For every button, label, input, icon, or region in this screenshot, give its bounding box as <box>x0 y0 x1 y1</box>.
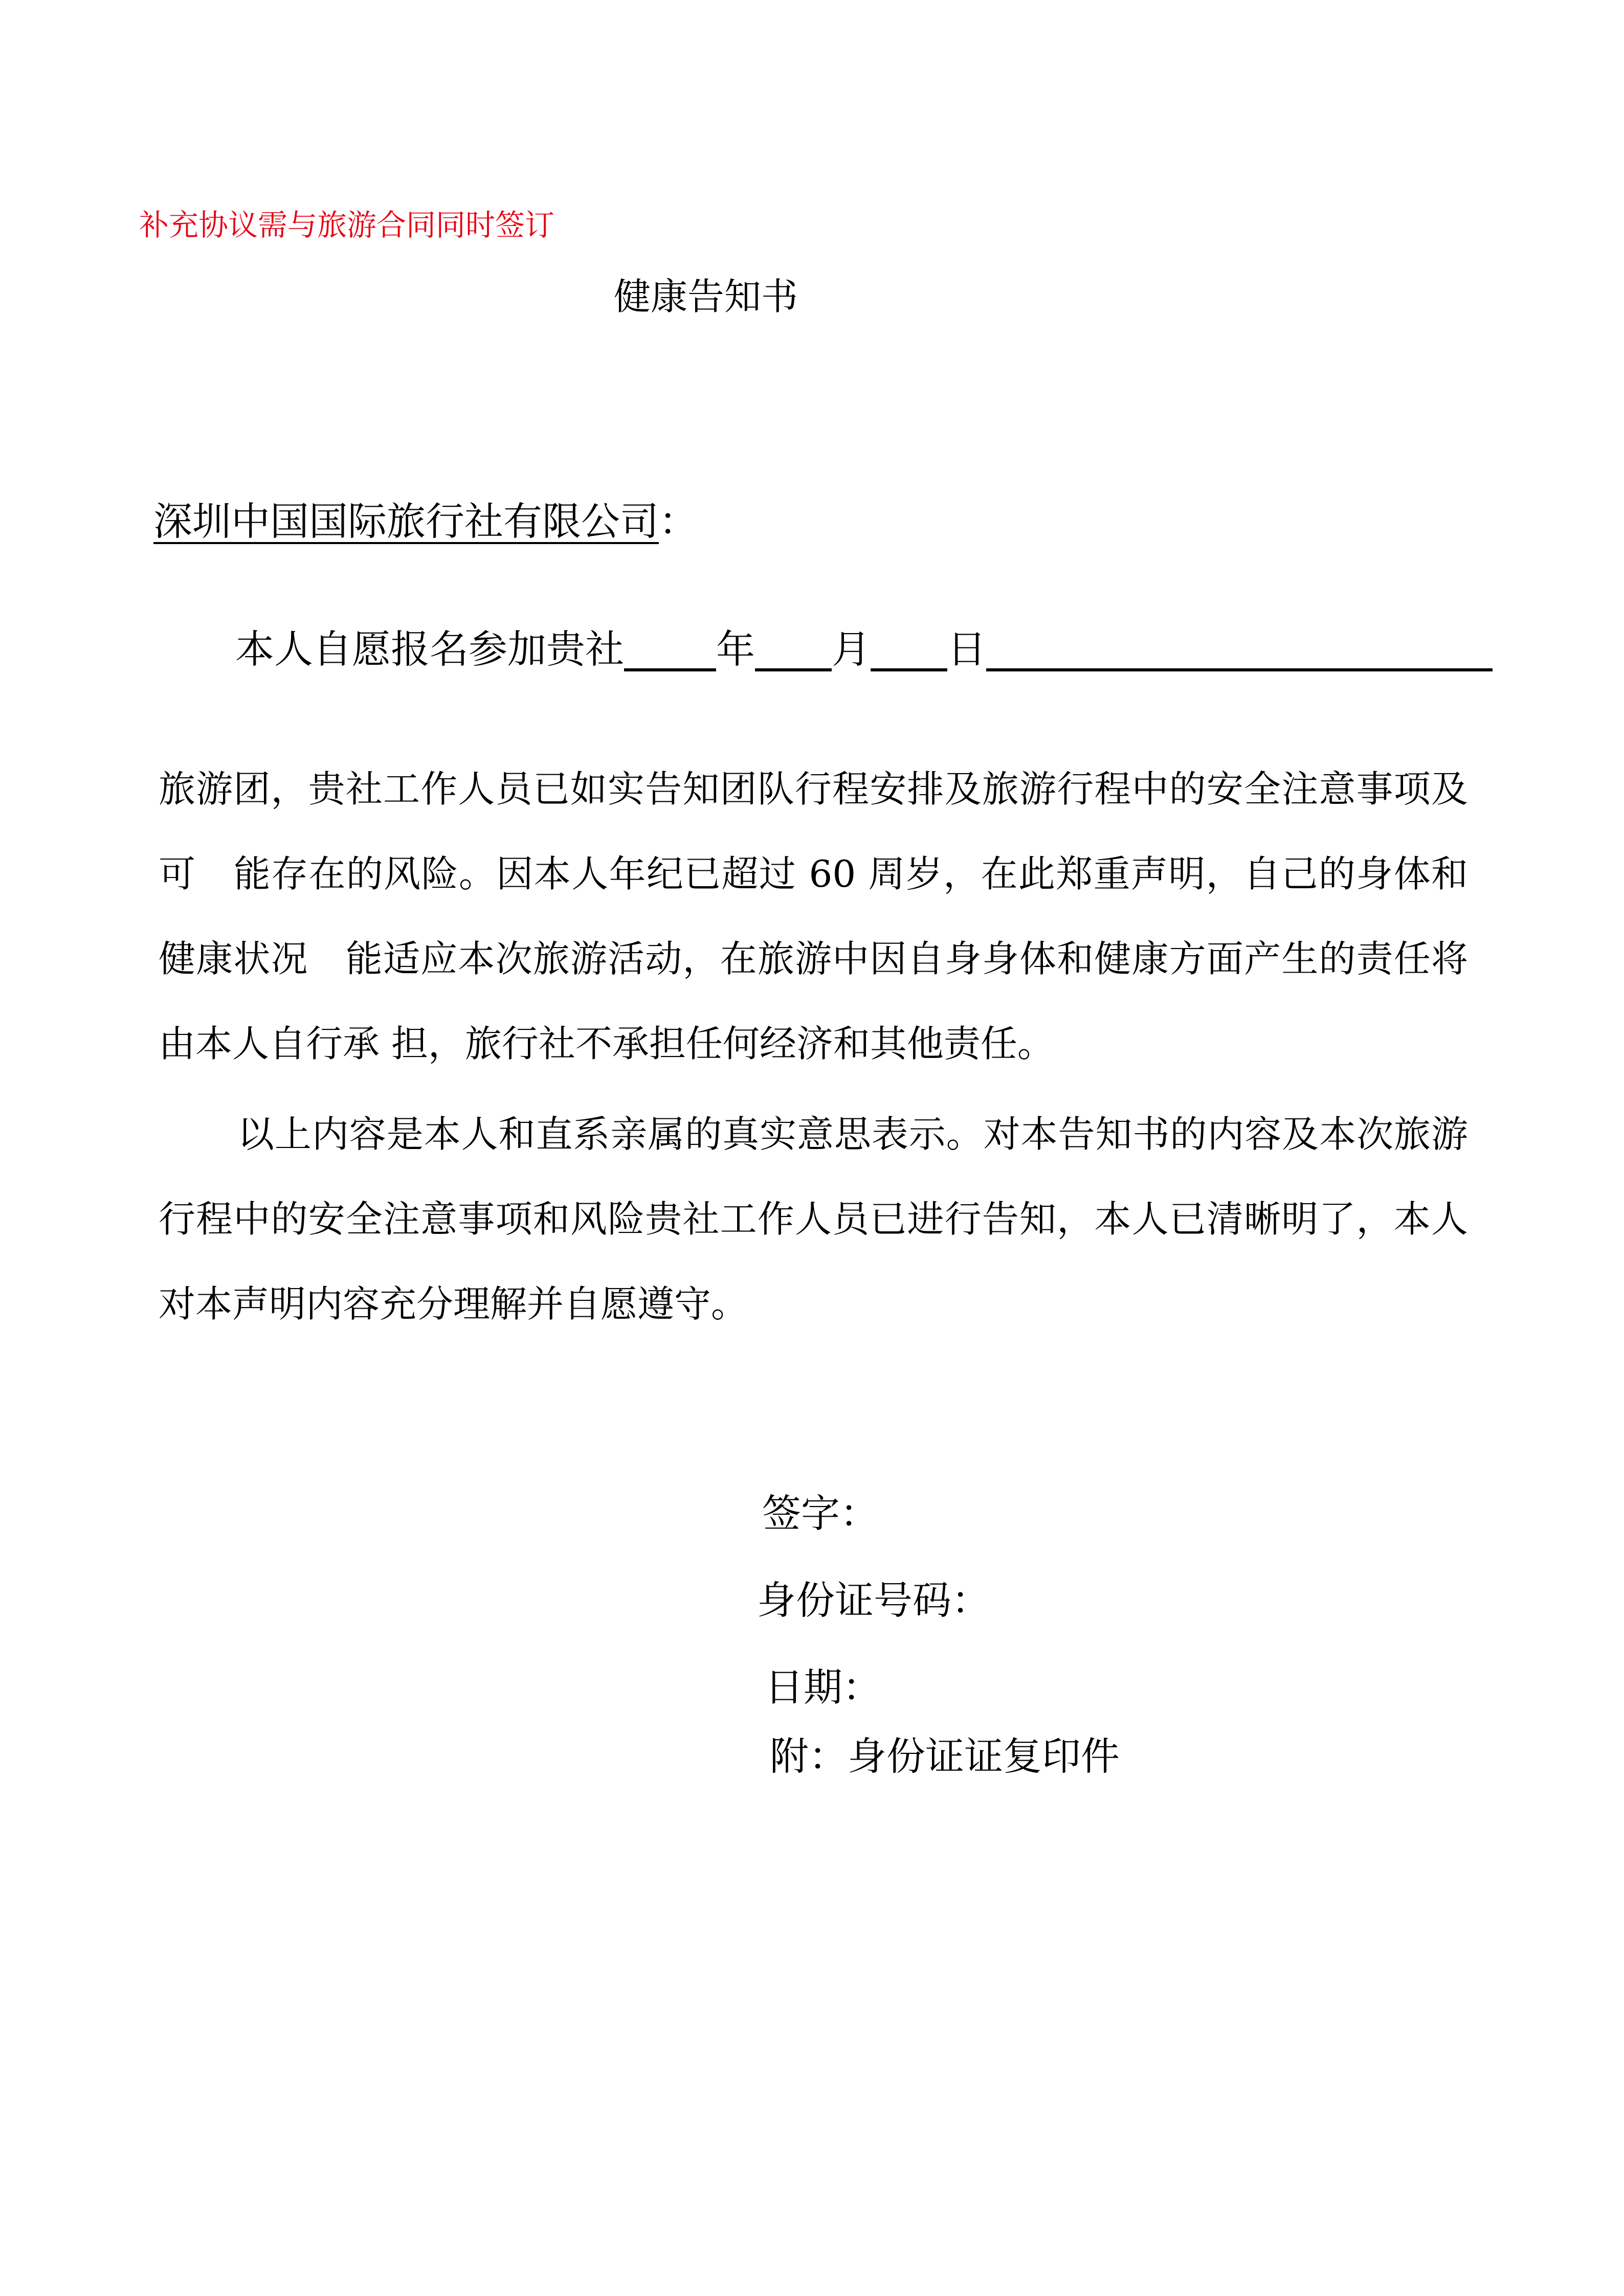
addressee-colon: ： <box>659 499 698 544</box>
signature-label: 签字： <box>762 1491 879 1536</box>
addressee-line <box>153 493 698 550</box>
id-number-label: 身份证号码： <box>757 1578 990 1623</box>
declaration-paragraph-2: 以上内容是本人和直系亲属的真实意思表示。对本告知书的内容及本次旅游行程中的安全注意事项和风险贵社工作人员已进行告知，本人已清晰明了，本人对本声明内容充分理解并自愿遵守。 <box>159 1113 1468 1325</box>
tour-name-blank[interactable] <box>986 627 1493 671</box>
intro-line <box>235 621 1493 678</box>
month-label: 月 <box>832 626 871 672</box>
addressee-company: 深圳中国国际旅行社有限公司 <box>153 499 659 544</box>
contract-notice: 补充协议需与旅游合同同时签订 <box>139 208 555 242</box>
intro-prefix: 本人自愿报名参加贵社 <box>235 626 624 672</box>
document-title: 健康告知书 <box>614 275 798 318</box>
attachment-note: 附：身份证证复印件 <box>770 1734 1120 1779</box>
day-label: 日 <box>947 626 986 672</box>
year-label: 年 <box>716 626 755 672</box>
year-blank[interactable] <box>624 627 716 671</box>
date-label: 日期： <box>765 1664 881 1710</box>
declaration-paragraph-1: 旅游团，贵社工作人员已如实告知团队行程安排及旅游行程中的安全注意事项及可 能存在的风险。因本人年纪已超过 60 周岁，在此郑重声明，自己的身体和健康状况 能适应本次旅游活动，在旅游中因自身身体和健康方面产生的责任将由本人自行承 担，旅行社不承担任何经济和其他责任。 <box>159 768 1468 1065</box>
month-blank[interactable] <box>755 627 832 671</box>
day-blank[interactable] <box>871 627 947 671</box>
